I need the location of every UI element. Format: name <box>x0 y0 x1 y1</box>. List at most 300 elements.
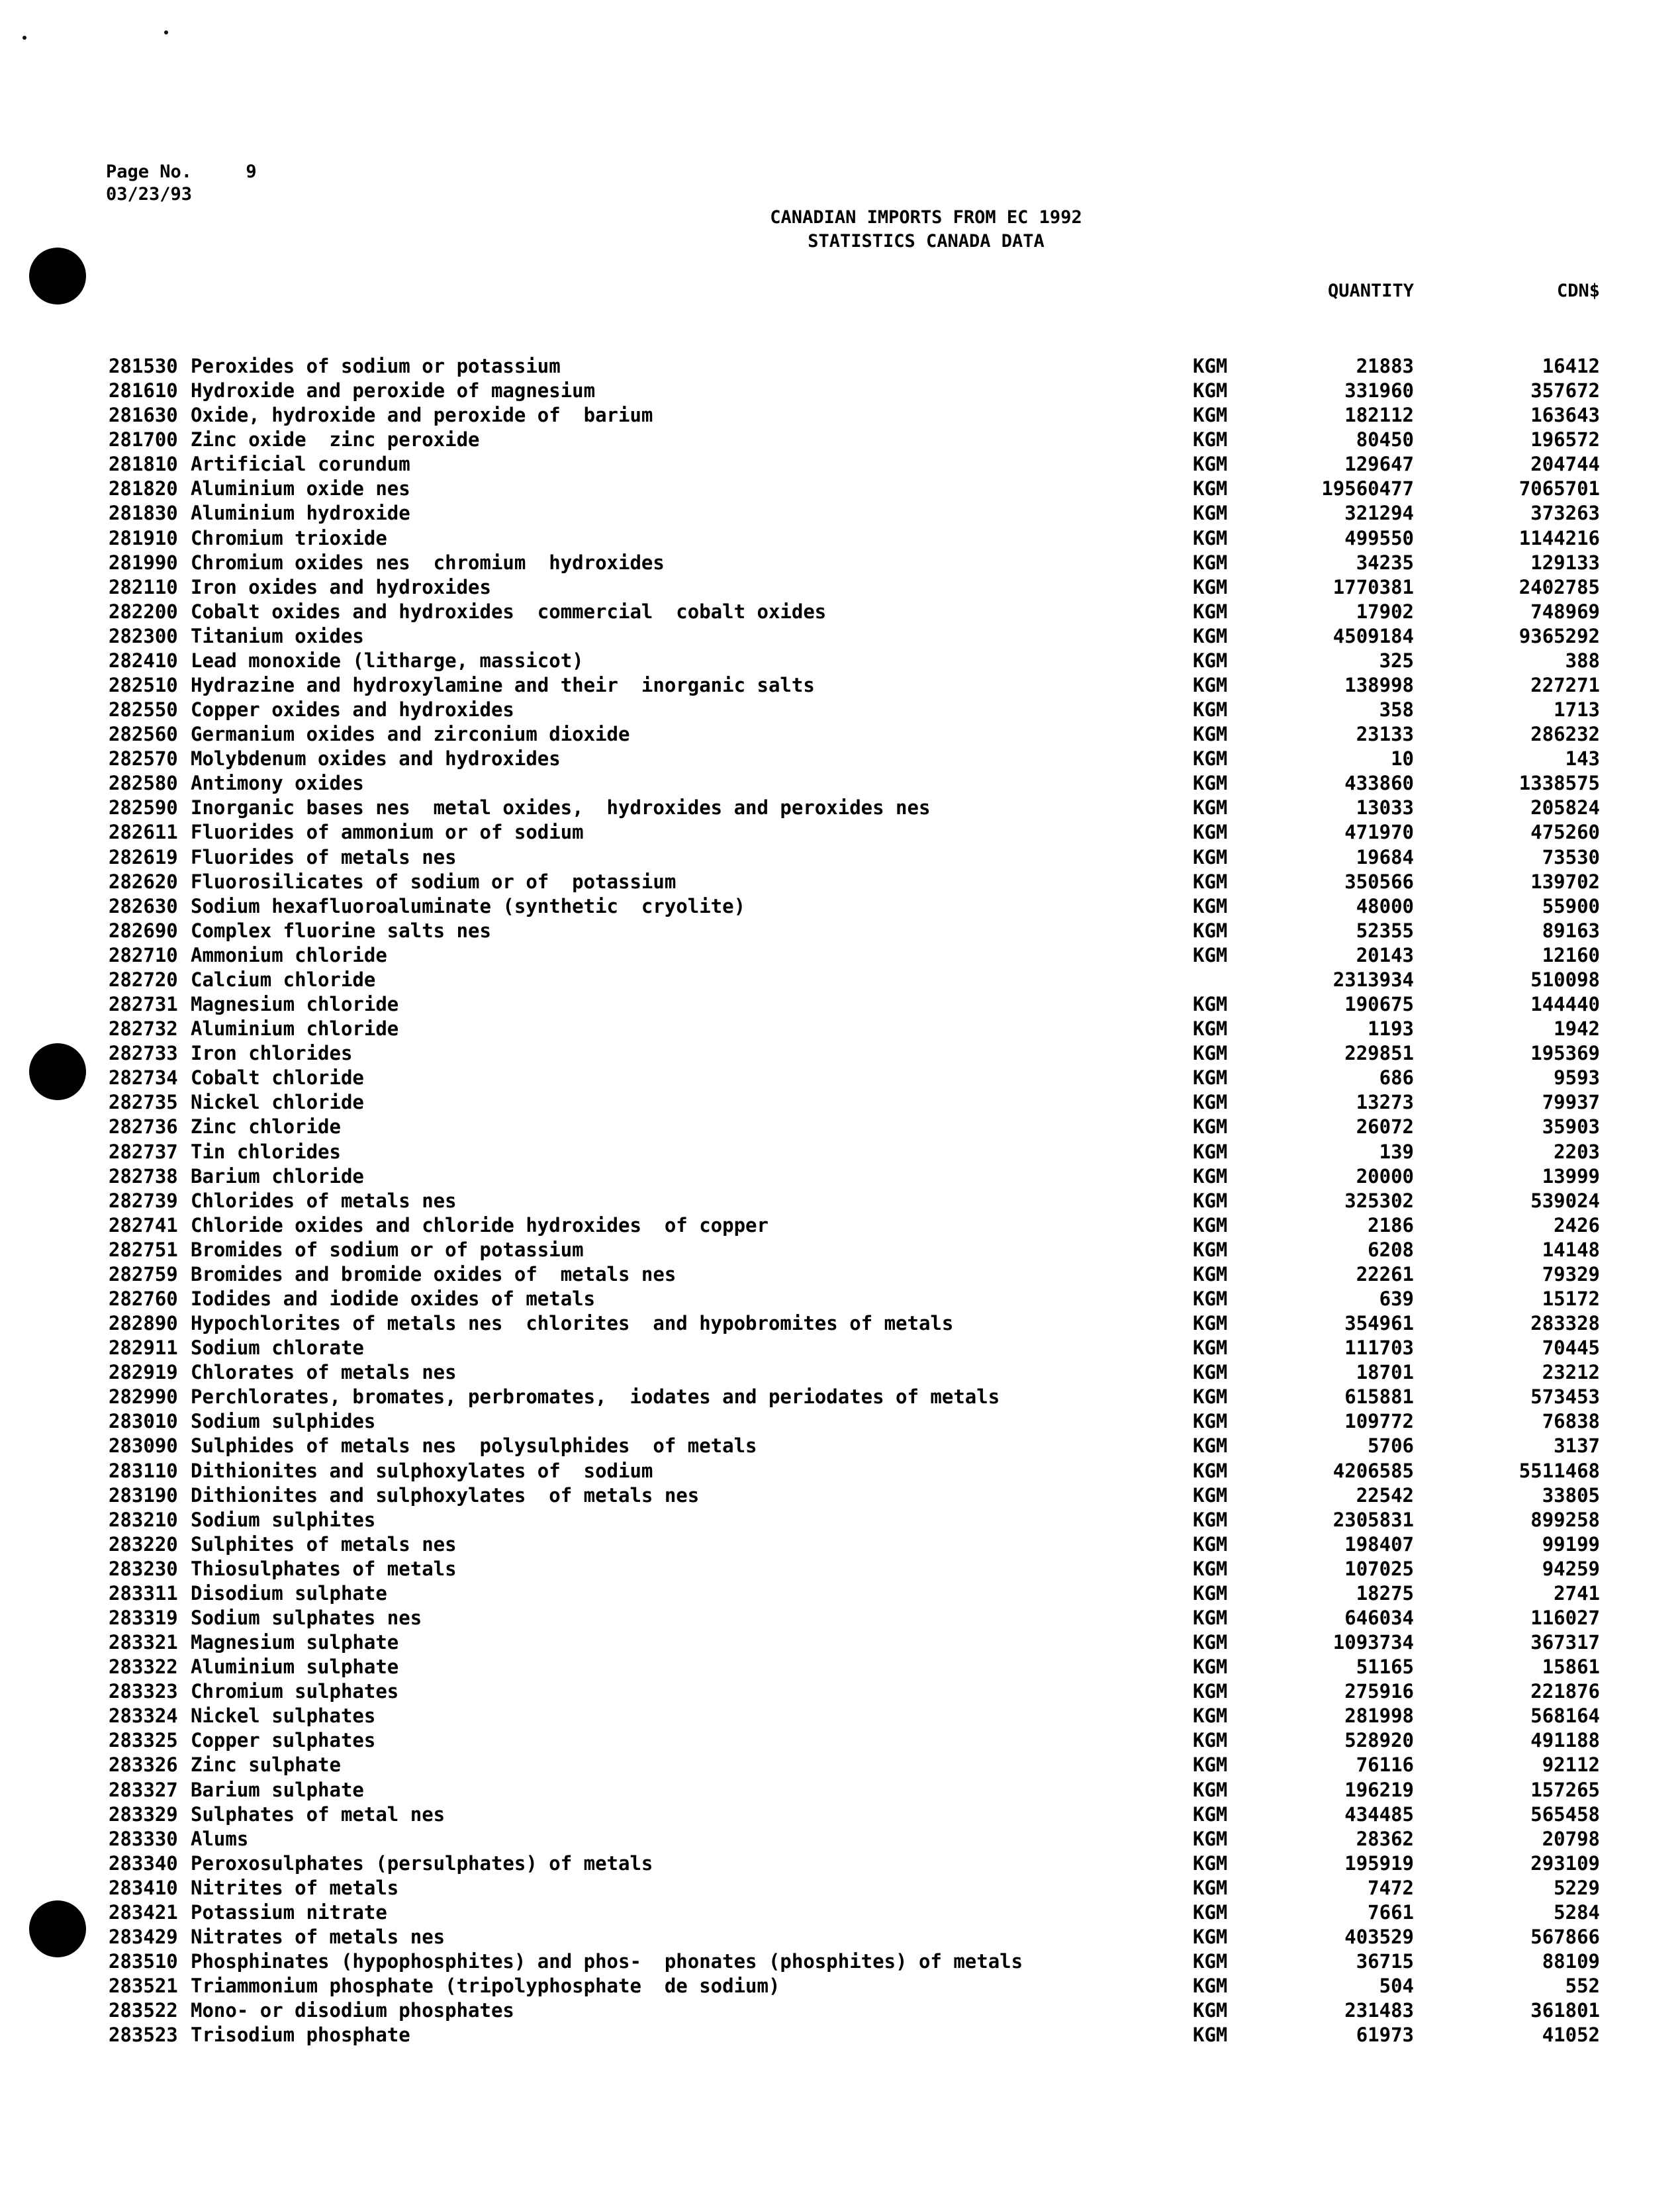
table-row <box>0 1483 1680 1508</box>
commodity-code: 283210 <box>109 1508 178 1531</box>
commodity-code: 281830 <box>109 502 178 525</box>
table-row <box>0 1017 1680 1041</box>
value-cell: 79937 <box>1542 1091 1600 1114</box>
commodity-code: 283010 <box>109 1410 178 1433</box>
quantity-cell: 107025 <box>1344 1557 1414 1580</box>
quantity-cell: 639 <box>1379 1287 1414 1310</box>
unit-of-measure: KGM <box>1193 1827 1228 1850</box>
commodity-code: 282110 <box>109 575 178 598</box>
commodity-description: Artificial corundum <box>191 453 410 476</box>
unit-of-measure: KGM <box>1193 1900 1228 1924</box>
unit-of-measure: KGM <box>1193 1017 1228 1041</box>
unit-of-measure: KGM <box>1193 1851 1228 1875</box>
commodity-code: 282560 <box>109 723 178 746</box>
quantity-cell: 350566 <box>1344 870 1414 893</box>
table-row <box>0 771 1680 796</box>
quantity-cell: 403529 <box>1344 1926 1414 1948</box>
unit-of-measure: KGM <box>1193 1091 1228 1114</box>
table-row <box>0 820 1680 845</box>
quantity-cell: 76116 <box>1356 1753 1414 1777</box>
commodity-description: Antimony oxides <box>191 772 364 795</box>
table-row <box>0 551 1680 575</box>
page-label: Page No. <box>106 162 193 182</box>
table-row <box>0 1459 1680 1483</box>
table-row <box>0 1115 1680 1139</box>
commodity-description: Chloride oxides and chloride hydroxides of copper <box>191 1213 769 1236</box>
quantity-cell: 18275 <box>1356 1581 1414 1605</box>
quantity-cell: 2313934 <box>1332 968 1414 991</box>
table-row <box>0 1508 1680 1532</box>
unit-of-measure: KGM <box>1193 1729 1228 1752</box>
commodity-code: 282690 <box>109 919 178 942</box>
unit-of-measure: KGM <box>1193 1532 1228 1556</box>
unit-of-measure: KGM <box>1193 1926 1228 1948</box>
table-row <box>0 1900 1680 1925</box>
value-cell: 76838 <box>1542 1410 1600 1433</box>
commodity-code: 281530 <box>109 355 178 377</box>
quantity-cell: 433860 <box>1344 772 1414 795</box>
quantity-cell: 190675 <box>1344 993 1414 1016</box>
table-row <box>0 1409 1680 1434</box>
commodity-code: 283220 <box>109 1532 178 1556</box>
unit-of-measure: KGM <box>1193 821 1228 844</box>
unit-of-measure: KGM <box>1193 993 1228 1016</box>
value-cell: 89163 <box>1542 919 1600 942</box>
commodity-code: 283324 <box>109 1704 178 1728</box>
unit-of-measure: KGM <box>1193 624 1228 647</box>
unit-of-measure: KGM <box>1193 1213 1228 1236</box>
table-row <box>0 624 1680 649</box>
quantity-cell: 7472 <box>1368 1876 1414 1899</box>
commodity-code: 283421 <box>109 1900 178 1924</box>
page-number: 9 <box>246 162 257 182</box>
value-cell: 221876 <box>1530 1680 1600 1703</box>
commodity-code: 282737 <box>109 1140 178 1163</box>
value-cell: 227271 <box>1530 674 1600 697</box>
commodity-description: Chromium oxides nes chromium hydroxides <box>191 551 665 574</box>
quantity-cell: 275916 <box>1344 1680 1414 1703</box>
value-cell: 196572 <box>1530 428 1600 451</box>
value-cell: 539024 <box>1530 1189 1600 1212</box>
value-cell: 367317 <box>1530 1631 1600 1654</box>
value-cell: 567866 <box>1530 1926 1600 1948</box>
value-cell: 88109 <box>1542 1950 1600 1973</box>
commodity-code: 282570 <box>109 747 178 770</box>
quantity-cell: 34235 <box>1356 551 1414 574</box>
commodity-code: 283090 <box>109 1434 178 1458</box>
value-cell: 55900 <box>1542 894 1600 917</box>
quantity-cell: 528920 <box>1344 1729 1414 1752</box>
value-cell: 286232 <box>1530 723 1600 746</box>
value-cell: 157265 <box>1530 1778 1600 1801</box>
commodity-description: Nitrites of metals <box>191 1876 399 1899</box>
commodity-description: Zinc chloride <box>191 1115 341 1139</box>
table-row <box>0 452 1680 477</box>
quantity-cell: 28362 <box>1356 1827 1414 1850</box>
commodity-description: Germanium oxides and zirconium dioxide <box>191 723 630 746</box>
quantity-cell: 198407 <box>1344 1532 1414 1556</box>
commodity-code: 282911 <box>109 1336 178 1360</box>
commodity-code: 283321 <box>109 1631 178 1654</box>
commodity-description: Magnesium chloride <box>191 993 399 1016</box>
commodity-description: Sodium sulphites <box>191 1508 376 1531</box>
unit-of-measure: KGM <box>1193 845 1228 868</box>
value-cell: 73530 <box>1542 845 1600 868</box>
quantity-cell: 52355 <box>1356 919 1414 942</box>
commodity-code: 282580 <box>109 772 178 795</box>
commodity-code: 283522 <box>109 1999 178 2022</box>
quantity-cell: 20000 <box>1356 1164 1414 1188</box>
quantity-cell: 325 <box>1379 649 1414 672</box>
commodity-code: 282735 <box>109 1091 178 1114</box>
value-cell: 139702 <box>1530 870 1600 893</box>
commodity-code: 282751 <box>109 1238 178 1261</box>
value-cell: 5284 <box>1554 1900 1600 1924</box>
commodity-description: Chromium trioxide <box>191 526 387 549</box>
unit-of-measure: KGM <box>1193 772 1228 795</box>
commodity-description: Calcium chloride <box>191 968 376 991</box>
commodity-code: 283523 <box>109 2024 178 2047</box>
table-row <box>0 845 1680 870</box>
commodity-code: 282200 <box>109 600 178 623</box>
unit-of-measure: KGM <box>1193 1680 1228 1703</box>
commodity-code: 283330 <box>109 1827 178 1850</box>
unit-of-measure: KGM <box>1193 1631 1228 1654</box>
quantity-cell: 1193 <box>1368 1017 1414 1041</box>
commodity-description: Perchlorates, bromates, perbromates, iodates and periodates of metals <box>191 1385 1000 1409</box>
commodity-description: Phosphinates (hypophosphites) and phos- phonates (phosphites) of metals <box>191 1950 1023 1973</box>
table-row <box>0 1679 1680 1704</box>
table-row <box>0 1778 1680 1802</box>
commodity-description: Chlorates of metals nes <box>191 1361 457 1384</box>
table-row <box>0 796 1680 820</box>
unit-of-measure: KGM <box>1193 1483 1228 1507</box>
table-row <box>0 600 1680 624</box>
commodity-description: Oxide, hydroxide and peroxide of barium <box>191 404 653 427</box>
commodity-description: Hydroxide and peroxide of magnesium <box>191 379 596 402</box>
value-cell: 16412 <box>1542 355 1600 377</box>
table-row <box>0 1434 1680 1458</box>
quantity-cell: 109772 <box>1344 1410 1414 1433</box>
unit-of-measure: KGM <box>1193 1238 1228 1261</box>
value-cell: 143 <box>1565 747 1600 770</box>
value-cell: 204744 <box>1530 453 1600 476</box>
commodity-description: Dithionites and sulphoxylates of metals nes <box>191 1483 700 1507</box>
value-cell: 475260 <box>1530 821 1600 844</box>
commodity-description: Bromides of sodium or of potassium <box>191 1238 584 1261</box>
table-row <box>0 2023 1680 2047</box>
value-cell: 293109 <box>1530 1851 1600 1875</box>
table-row <box>0 747 1680 771</box>
quantity-cell: 358 <box>1379 698 1414 722</box>
commodity-code: 282759 <box>109 1262 178 1285</box>
table-row <box>0 1311 1680 1336</box>
value-cell: 3137 <box>1554 1434 1600 1458</box>
commodity-description: Aluminium hydroxide <box>191 502 410 525</box>
table-row <box>0 698 1680 722</box>
commodity-description: Titanium oxides <box>191 624 364 647</box>
unit-of-measure: KGM <box>1193 1042 1228 1065</box>
unit-of-measure: KGM <box>1193 1975 1228 1998</box>
unit-of-measure: KGM <box>1193 649 1228 672</box>
commodity-description: Disodium sulphate <box>191 1581 387 1605</box>
commodity-description: Cobalt chloride <box>191 1066 364 1090</box>
value-cell: 2741 <box>1554 1581 1600 1605</box>
quantity-cell: 325302 <box>1344 1189 1414 1212</box>
quantity-cell: 281998 <box>1344 1704 1414 1728</box>
commodity-code: 282990 <box>109 1385 178 1409</box>
value-cell: 5229 <box>1554 1876 1600 1899</box>
quantity-cell: 19684 <box>1356 845 1414 868</box>
quantity-cell: 471970 <box>1344 821 1414 844</box>
value-cell: 15172 <box>1542 1287 1600 1310</box>
commodity-code: 283319 <box>109 1606 178 1629</box>
quantity-cell: 2186 <box>1368 1213 1414 1236</box>
quantity-cell: 17902 <box>1356 600 1414 623</box>
unit-of-measure: KGM <box>1193 1753 1228 1777</box>
value-cell: 748969 <box>1530 600 1600 623</box>
value-cell: 129133 <box>1530 551 1600 574</box>
value-cell: 116027 <box>1530 1606 1600 1629</box>
quantity-cell: 7661 <box>1368 1900 1414 1924</box>
commodity-code: 282741 <box>109 1213 178 1236</box>
quantity-cell: 1770381 <box>1332 575 1414 598</box>
commodity-code: 281610 <box>109 379 178 402</box>
table-row <box>0 1949 1680 1974</box>
table-row <box>0 722 1680 747</box>
commodity-code: 282760 <box>109 1287 178 1310</box>
table-row <box>0 1753 1680 1777</box>
commodity-description: Complex fluorine salts nes <box>191 919 491 942</box>
unit-of-measure: KGM <box>1193 379 1228 402</box>
value-cell: 283328 <box>1530 1312 1600 1335</box>
value-cell: 2402785 <box>1518 575 1600 598</box>
commodity-code: 282739 <box>109 1189 178 1212</box>
commodity-description: Copper sulphates <box>191 1729 376 1752</box>
value-cell: 7065701 <box>1518 477 1600 500</box>
commodity-description: Ammonium chloride <box>191 943 387 966</box>
commodity-description: Cobalt oxides and hydroxides commercial cobalt oxides <box>191 600 827 623</box>
table-row <box>0 354 1680 379</box>
table-row <box>0 1827 1680 1851</box>
value-cell: 163643 <box>1530 404 1600 427</box>
quantity-cell: 182112 <box>1344 404 1414 427</box>
quantity-cell: 229851 <box>1344 1042 1414 1065</box>
commodity-code: 282590 <box>109 796 178 819</box>
table-row <box>0 1630 1680 1655</box>
table-row <box>0 428 1680 452</box>
value-cell: 357672 <box>1530 379 1600 402</box>
value-cell: 1144216 <box>1518 526 1600 549</box>
unit-of-measure: KGM <box>1193 1361 1228 1384</box>
quantity-cell: 36715 <box>1356 1950 1414 1973</box>
commodity-code: 283190 <box>109 1483 178 1507</box>
commodity-code: 283110 <box>109 1459 178 1482</box>
commodity-description: Aluminium oxide nes <box>191 477 410 500</box>
table-row <box>0 919 1680 943</box>
commodity-description: Peroxides of sodium or potassium <box>191 355 561 377</box>
unit-of-measure: KGM <box>1193 1778 1228 1801</box>
quantity-cell: 20143 <box>1356 943 1414 966</box>
quantity-cell: 18701 <box>1356 1361 1414 1384</box>
commodity-code: 283521 <box>109 1975 178 1998</box>
quantity-cell: 22261 <box>1356 1262 1414 1285</box>
commodity-description: Sulphites of metals nes <box>191 1532 457 1556</box>
table-row <box>0 649 1680 673</box>
commodity-code: 282620 <box>109 870 178 893</box>
quantity-cell: 231483 <box>1344 1999 1414 2022</box>
unit-of-measure: KGM <box>1193 943 1228 966</box>
commodity-code: 282510 <box>109 674 178 697</box>
value-cell: 1713 <box>1554 698 1600 722</box>
unit-of-measure: KGM <box>1193 919 1228 942</box>
commodity-description: Sodium sulphates nes <box>191 1606 422 1629</box>
report-subtitle: STATISTICS CANADA DATA <box>808 231 1045 252</box>
unit-of-measure: KGM <box>1193 1410 1228 1433</box>
value-cell: 94259 <box>1542 1557 1600 1580</box>
commodity-description: Sodium sulphides <box>191 1410 376 1433</box>
commodity-description: Barium sulphate <box>191 1778 364 1801</box>
value-cell: 9593 <box>1554 1066 1600 1090</box>
table-row <box>0 1238 1680 1262</box>
commodity-code: 281810 <box>109 453 178 476</box>
commodity-description: Chlorides of metals nes <box>191 1189 457 1212</box>
commodity-description: Triammonium phosphate (tripolyphosphate de sodium) <box>191 1975 780 1998</box>
quantity-cell: 23133 <box>1356 723 1414 746</box>
unit-of-measure: KGM <box>1193 404 1228 427</box>
table-row <box>0 1851 1680 1876</box>
commodity-description: Trisodium phosphate <box>191 2024 410 2047</box>
unit-of-measure: KGM <box>1193 1336 1228 1360</box>
commodity-description: Fluorides of ammonium or of sodium <box>191 821 584 844</box>
commodity-code: 283329 <box>109 1802 178 1826</box>
commodity-description: Fluorides of metals nes <box>191 845 457 868</box>
unit-of-measure: KGM <box>1193 1508 1228 1531</box>
quantity-cell: 331960 <box>1344 379 1414 402</box>
commodity-code: 282919 <box>109 1361 178 1384</box>
quantity-cell: 6208 <box>1368 1238 1414 1261</box>
table-row <box>0 1360 1680 1385</box>
unit-of-measure: KGM <box>1193 1312 1228 1335</box>
table-row <box>0 1655 1680 1679</box>
value-cell: 35903 <box>1542 1115 1600 1139</box>
quantity-cell: 434485 <box>1344 1802 1414 1826</box>
quantity-cell: 22542 <box>1356 1483 1414 1507</box>
table-row <box>0 1140 1680 1164</box>
commodity-code: 282736 <box>109 1115 178 1139</box>
quantity-column-header: QUANTITY <box>1327 281 1414 301</box>
punch-hole-top <box>29 248 86 304</box>
table-row <box>0 1998 1680 2023</box>
table-row <box>0 1581 1680 1606</box>
table-row <box>0 1802 1680 1827</box>
commodity-code: 283429 <box>109 1926 178 1948</box>
unit-of-measure: KGM <box>1193 477 1228 500</box>
unit-of-measure: KGM <box>1193 1704 1228 1728</box>
unit-of-measure: KGM <box>1193 1189 1228 1212</box>
quantity-cell: 48000 <box>1356 894 1414 917</box>
report-date: 03/23/93 <box>106 184 193 205</box>
table-row <box>0 1287 1680 1311</box>
value-cell: 15861 <box>1542 1656 1600 1679</box>
commodity-code: 283325 <box>109 1729 178 1752</box>
commodity-code: 282619 <box>109 845 178 868</box>
unit-of-measure: KGM <box>1193 1140 1228 1163</box>
value-cell: 9365292 <box>1518 624 1600 647</box>
unit-of-measure: KGM <box>1193 1950 1228 1973</box>
table-row <box>0 1728 1680 1753</box>
unit-of-measure: KGM <box>1193 1999 1228 2022</box>
table-row <box>0 968 1680 992</box>
report-title: CANADIAN IMPORTS FROM EC 1992 <box>770 207 1082 228</box>
table-row <box>0 501 1680 526</box>
commodity-code: 282890 <box>109 1312 178 1335</box>
import-table <box>0 354 1680 2047</box>
value-cell: 510098 <box>1530 968 1600 991</box>
commodity-description: Barium chloride <box>191 1164 364 1188</box>
commodity-description: Iron oxides and hydroxides <box>191 575 491 598</box>
value-cell: 12160 <box>1542 943 1600 966</box>
unit-of-measure: KGM <box>1193 1606 1228 1629</box>
quantity-cell: 139 <box>1379 1140 1414 1163</box>
table-row <box>0 1974 1680 1998</box>
unit-of-measure: KGM <box>1193 747 1228 770</box>
commodity-code: 281700 <box>109 428 178 451</box>
value-cell: 373263 <box>1530 502 1600 525</box>
commodity-description: Aluminium sulphate <box>191 1656 399 1679</box>
quantity-cell: 111703 <box>1344 1336 1414 1360</box>
commodity-description: Hypochlorites of metals nes chlorites and hypobromites of metals <box>191 1312 954 1335</box>
unit-of-measure: KGM <box>1193 1385 1228 1409</box>
quantity-cell: 26072 <box>1356 1115 1414 1139</box>
unit-of-measure: KGM <box>1193 2024 1228 2047</box>
quantity-cell: 686 <box>1379 1066 1414 1090</box>
table-row <box>0 1189 1680 1213</box>
quantity-cell: 615881 <box>1344 1385 1414 1409</box>
value-cell: 565458 <box>1530 1802 1600 1826</box>
unit-of-measure: KGM <box>1193 870 1228 893</box>
scan-speck <box>164 30 168 34</box>
value-cell: 573453 <box>1530 1385 1600 1409</box>
table-row <box>0 477 1680 501</box>
value-cell: 144440 <box>1530 993 1600 1016</box>
unit-of-measure: KGM <box>1193 796 1228 819</box>
table-row <box>0 403 1680 428</box>
commodity-description: Potassium nitrate <box>191 1900 387 1924</box>
commodity-description: Nickel chloride <box>191 1091 364 1114</box>
value-cell: 13999 <box>1542 1164 1600 1188</box>
commodity-description: Magnesium sulphate <box>191 1631 399 1654</box>
table-row <box>0 575 1680 600</box>
commodity-description: Iron chlorides <box>191 1042 353 1065</box>
commodity-description: Sulphides of metals nes polysulphides of metals <box>191 1434 757 1458</box>
commodity-code: 283323 <box>109 1680 178 1703</box>
value-cell: 552 <box>1565 1975 1600 1998</box>
value-cell: 1942 <box>1554 1017 1600 1041</box>
commodity-description: Bromides and bromide oxides of metals nes <box>191 1262 677 1285</box>
value-cell: 205824 <box>1530 796 1600 819</box>
commodity-description: Lead monoxide (litharge, massicot) <box>191 649 584 672</box>
unit-of-measure: KGM <box>1193 1066 1228 1090</box>
table-row <box>0 870 1680 894</box>
unit-of-measure: KGM <box>1193 1287 1228 1310</box>
quantity-cell: 19560477 <box>1321 477 1414 500</box>
unit-of-measure: KGM <box>1193 1557 1228 1580</box>
commodity-code: 283230 <box>109 1557 178 1580</box>
quantity-cell: 10 <box>1391 747 1414 770</box>
quantity-cell: 61973 <box>1356 2024 1414 2047</box>
commodity-code: 283410 <box>109 1876 178 1899</box>
